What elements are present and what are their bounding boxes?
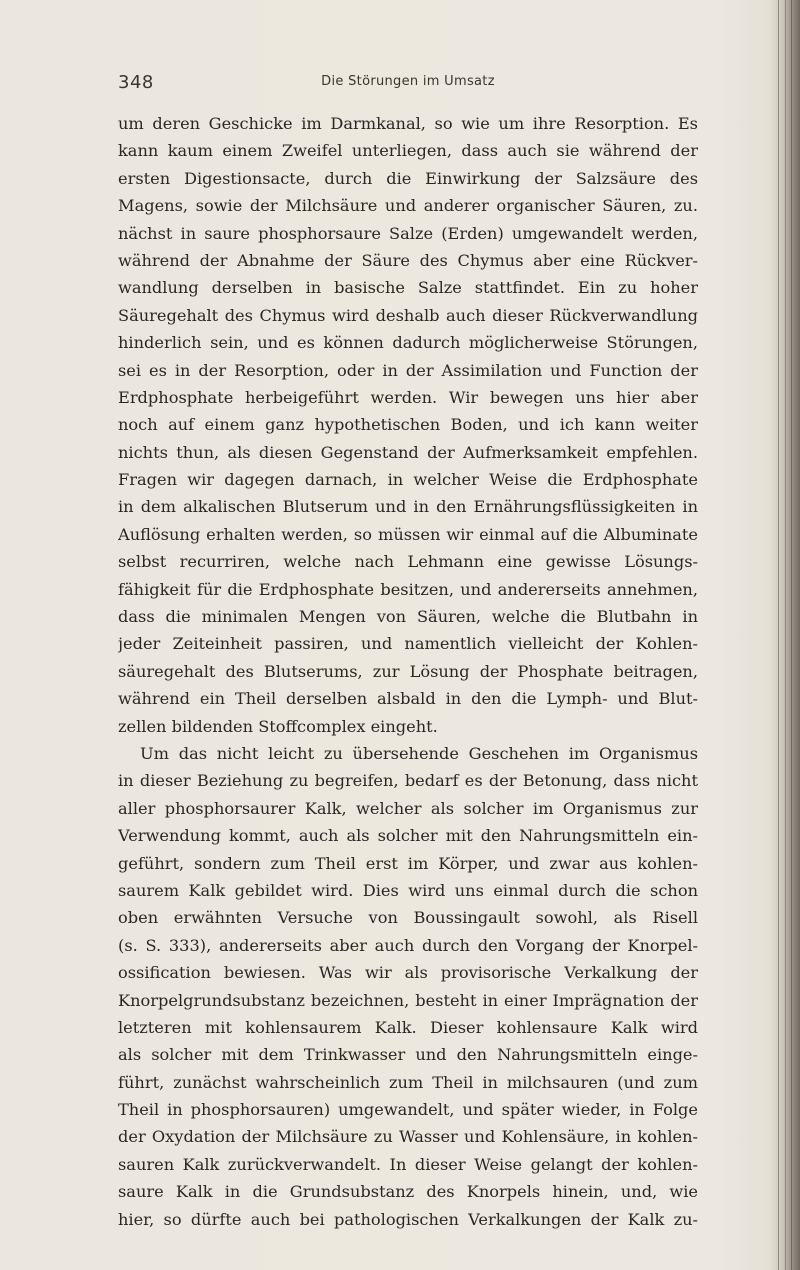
paragraph-start-line: Um das nicht leicht zu übersehende Geschehen im Organismus <box>140 743 698 763</box>
text-line: Säuregehalt des Chymus wird deshalb auch dieser Rückverwandlung <box>118 305 698 325</box>
text-line: (s. S. 333), andererseits aber auch durch den Vorgang der Knorpel- <box>118 935 698 955</box>
text-line: führt, zunächst wahrscheinlich zum Theil in milchsauren (und zum <box>118 1072 698 1092</box>
text-line: jeder Zeiteinheit passiren, und namentlich vielleicht der Kohlen- <box>118 634 698 654</box>
text-line: sei es in der Resorption, oder in der Assimilation und Function der <box>118 360 698 380</box>
text-line: hier, so dürfte auch bei pathologischen Verkalkungen der Kalk zu- <box>118 1209 698 1229</box>
text-line: dass die minimalen Mengen von Säuren, welche die Blutbahn in <box>118 607 698 627</box>
text-line: ersten Digestionsacte, durch die Einwirkung der Salzsäure des <box>118 168 698 188</box>
page-header <box>118 72 698 96</box>
text-line: wandlung derselben in basische Salze stattfindet. Ein zu hoher <box>118 278 698 298</box>
text-line: noch auf einem ganz hypothetischen Boden, und ich kann weiter <box>118 415 698 435</box>
running-head: Die Störungen im Umsatz <box>321 74 495 89</box>
page-edge-line <box>778 0 779 1270</box>
text-line: als solcher mit dem Trinkwasser und den Nahrungsmitteln einge- <box>118 1045 698 1065</box>
text-line: um deren Geschicke im Darmkanal, so wie um ihre Resorption. Es <box>118 114 698 133</box>
page-edge <box>770 0 800 1270</box>
text-line: letzteren mit kohlensaurem Kalk. Dieser kohlensaure Kalk wird <box>118 1017 698 1037</box>
paragraph-end-line: zellen bildenden Stoffcomplex eingeht. <box>118 716 438 736</box>
text-line: selbst recurriren, welche nach Lehmann eine gewisse Lösungs- <box>118 552 698 572</box>
text-line: Knorpelgrundsubstanz bezeichnen, besteht in einer Imprägnation der <box>118 990 698 1010</box>
text-line: Theil in phosphorsauren) umgewandelt, und später wieder, in Folge <box>118 1100 698 1120</box>
text-line: nichts thun, als diesen Gegenstand der Aufmerksamkeit empfehlen. <box>118 442 698 462</box>
text-line: ossification bewiesen. Was wir als provisorische Verkalkung der <box>118 963 698 983</box>
text-line: Fragen wir dagegen darnach, in welcher Weise die Erdphosphate <box>118 470 698 490</box>
text-line: in dem alkalischen Blutserum und in den Ernährungsflüssigkeiten in <box>118 497 698 517</box>
text-line: hinderlich sein, und es können dadurch möglicherweise Störungen, <box>118 333 698 353</box>
text-line: kann kaum einem Zweifel unterliegen, dass auch sie während der <box>118 141 698 161</box>
text-line: während der Abnahme der Säure des Chymus aber eine Rückver- <box>118 250 698 270</box>
text-line: Erdphosphate herbeigeführt werden. Wir bewegen uns hier aber <box>118 387 698 407</box>
text-line: der Oxydation der Milchsäure zu Wasser und Kohlensäure, in kohlen- <box>118 1127 698 1147</box>
text-line: saurem Kalk gebildet wird. Dies wird uns einmal durch die schon <box>118 880 698 900</box>
text-line: Auflösung erhalten werden, so müssen wir einmal auf die Albuminate <box>118 524 698 544</box>
text-line: Verwendung kommt, auch als solcher mit den Nahrungsmitteln ein- <box>118 826 698 846</box>
text-line: in dieser Beziehung zu begreifen, bedarf es der Betonung, dass nicht <box>118 771 698 791</box>
text-line: während ein Theil derselben alsbald in den die Lymph- und Blut- <box>118 689 698 709</box>
body-text <box>118 110 698 1233</box>
text-line: oben erwähnten Versuche von Boussingault sowohl, als Risell <box>118 908 698 928</box>
text-line: saure Kalk in die Grundsubstanz des Knorpels hinein, und, wie <box>118 1182 698 1202</box>
text-line: nächst in saure phosphorsaure Salze (Erden) umgewandelt werden, <box>118 223 698 243</box>
text-line: aller phosphorsaurer Kalk, welcher als solcher im Organismus zur <box>118 798 698 818</box>
text-line: geführt, sondern zum Theil erst im Körper, und zwar aus kohlen- <box>118 853 698 873</box>
page-number: 348 <box>118 72 154 93</box>
page-edge-line <box>791 0 792 1270</box>
text-line: säuregehalt des Blutserums, zur Lösung der Phosphate beitragen, <box>118 661 698 681</box>
page-edge-line <box>785 0 786 1270</box>
text-line: fähigkeit für die Erdphosphate besitzen, und andererseits annehmen, <box>118 579 698 599</box>
text-line: Magens, sowie der Milchsäure und anderer organischer Säuren, zu. <box>118 196 698 216</box>
text-line: sauren Kalk zurückverwandelt. In dieser Weise gelangt der kohlen- <box>118 1154 698 1174</box>
